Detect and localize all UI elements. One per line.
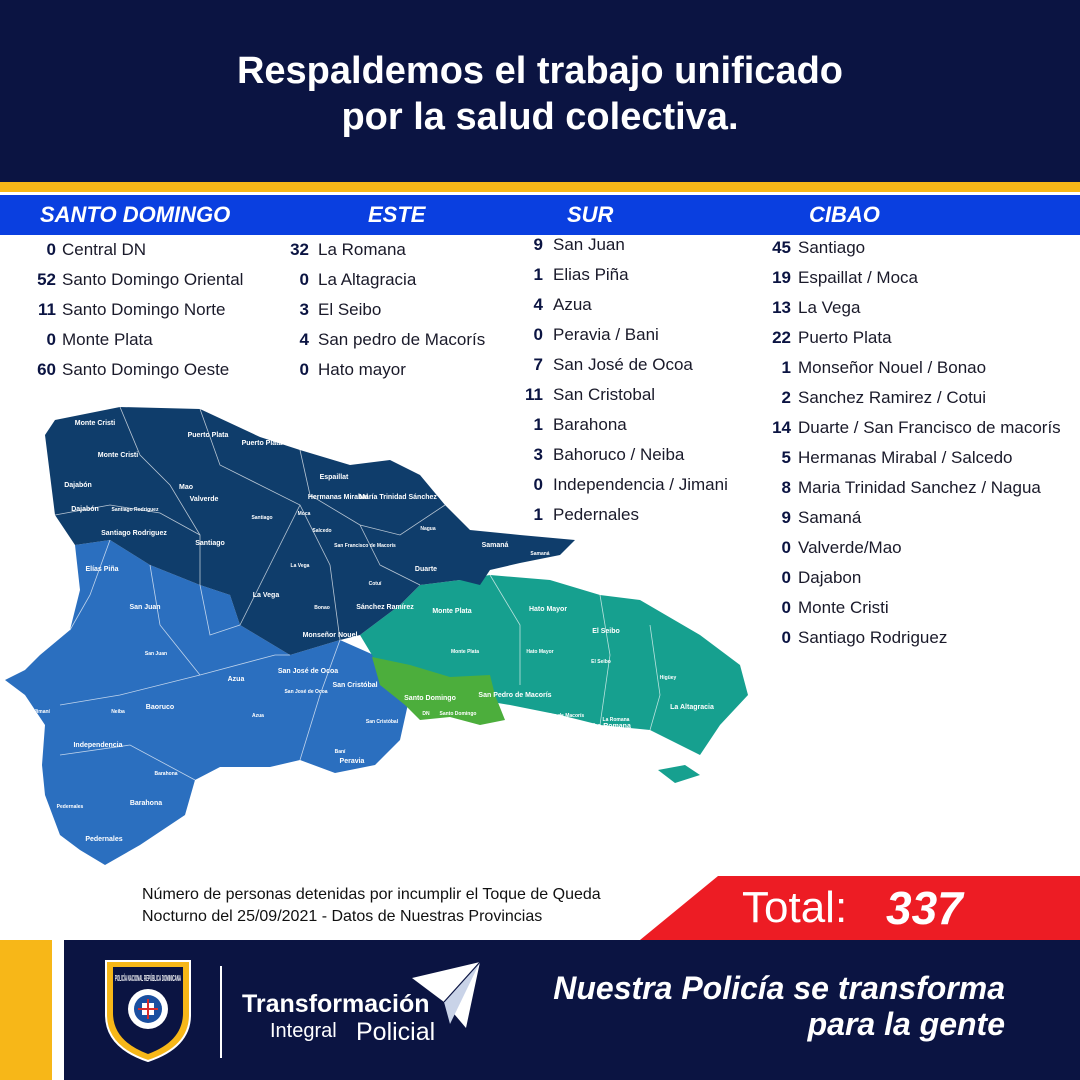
map-label-san-jose-de-ocoa-city: San José de Ocoa <box>284 689 328 695</box>
province-name: Monseñor Nouel / Bonao <box>798 358 987 377</box>
count: 0 <box>781 628 791 647</box>
list-item <box>760 503 1080 533</box>
map-label-san-francisco: San Francisco de Macorís <box>334 543 396 549</box>
province-name: Peravia / Bani <box>553 325 659 344</box>
map-label-valverde: Valverde <box>189 496 219 503</box>
count: 8 <box>781 478 791 497</box>
province-name: Espaillat / Moca <box>798 268 918 287</box>
map-label-peravia: Peravia <box>339 758 365 765</box>
list-item <box>0 295 270 325</box>
map-label-sabaneta: Santiago Rodriguez <box>111 507 159 513</box>
list-item <box>0 355 270 385</box>
map-label-san-juan: San Juan <box>129 604 161 611</box>
province-name: Santo Domingo Norte <box>62 300 226 319</box>
province-name: Azua <box>553 295 592 314</box>
list-item <box>760 593 1080 623</box>
paper-plane-icon <box>410 958 482 1032</box>
province-name: Santo Domingo Oeste <box>62 360 230 379</box>
province-name: San José de Ocoa <box>553 355 693 374</box>
map-label-higuey: Higüey <box>659 675 677 681</box>
count: 2 <box>781 388 791 407</box>
map-label-sanchez-ramirez: Sánchez Ramírez <box>356 604 414 611</box>
map-label-santo-domingo: Santo Domingo <box>404 695 456 702</box>
count: 4 <box>533 295 543 314</box>
list-item <box>500 260 760 290</box>
total-value: 337 <box>886 882 963 934</box>
list-item <box>270 235 520 265</box>
caption <box>142 884 682 928</box>
count: 0 <box>533 325 543 344</box>
slogan-line-1: Nuestra Policía se transforma <box>553 970 1005 1006</box>
map-label-comendador: Comendador <box>20 617 52 623</box>
este-list <box>270 235 520 385</box>
map-label-bani: Baní <box>334 749 346 755</box>
map-label-dajabon-small: Dajabón <box>64 482 92 489</box>
map-label-baoruco: Baoruco <box>145 704 175 711</box>
list-item <box>760 533 1080 563</box>
list-item <box>760 563 1080 593</box>
map-label-monte-plata: Monte Plata <box>432 608 472 615</box>
count: 4 <box>299 330 309 349</box>
brand-line-2a: Integral <box>270 1020 337 1042</box>
region-title-cibao: CIBAO <box>809 202 880 227</box>
count: 0 <box>781 538 791 557</box>
count: 13 <box>772 298 791 317</box>
map-label-la-romana: La Romana <box>593 723 631 730</box>
province-name: Puerto Plata <box>798 328 892 347</box>
list-item <box>760 443 1080 473</box>
map-label-elias-pina: Elías Piña <box>85 566 119 573</box>
map-label-santiago: Santiago <box>195 540 225 547</box>
map-label-santiago-rodriguez: Santiago Rodriguez <box>101 530 167 537</box>
map-label-san-cristobal: San Cristóbal <box>332 682 378 689</box>
map-label-samana-city: Samaná <box>530 551 550 557</box>
map-label-azua: Azua <box>227 676 245 683</box>
province-name: Hermanas Mirabal / Salcedo <box>798 448 1013 467</box>
regions-bar <box>0 195 1080 235</box>
count: 60 <box>37 360 56 379</box>
map-label-san-pedro-city: San Pedro de Macorís <box>531 713 585 719</box>
list-item <box>760 623 1080 653</box>
map-label-san-pedro: San Pedro de Macorís <box>478 692 552 699</box>
map-label-san-jose-de-ocoa: San José de Ocoa <box>277 668 339 675</box>
count: 1 <box>533 265 543 284</box>
map-label-azua-city: Azua <box>252 713 264 719</box>
map-label-espaillat: Espaillat <box>319 474 349 481</box>
police-badge-logo <box>98 955 198 1065</box>
slogan-line-2: para la gente <box>807 1006 1005 1042</box>
caption-line-2: Nocturno del 25/09/2021 - Datos de Nuestras Provincias <box>142 908 543 925</box>
caption-line-1: Número de personas detenidas por incumplir el Toque de Queda <box>142 886 601 903</box>
list-item <box>270 325 520 355</box>
region-title-este: ESTE <box>368 202 426 227</box>
list-item <box>760 263 1080 293</box>
headline-line-2: por la salud colectiva. <box>341 96 739 138</box>
count: 22 <box>772 328 791 347</box>
headline-line-1: Respaldemos el trabajo unificado <box>236 50 844 92</box>
region-title-sur: SUR <box>567 202 614 227</box>
map-label-hermanas-mirabal: Hermanas Mirabal <box>307 494 369 501</box>
province-name: Valverde/Mao <box>798 538 902 557</box>
region-title-santo-domingo: SANTO DOMINGO <box>40 202 231 227</box>
province-name: San Juan <box>553 235 625 254</box>
count: 7 <box>533 355 543 374</box>
map-label-el-seibo: El Seibo <box>592 628 620 635</box>
map-label-puerto-plata-city: Puerto Plata <box>241 440 283 447</box>
province-name: Hato mayor <box>318 360 406 379</box>
map-label-maria-trinidad-sanchez: María Trinidad Sánchez <box>359 494 437 501</box>
count: 0 <box>299 270 309 289</box>
province-name: La Vega <box>798 298 861 317</box>
list-item <box>760 383 1080 413</box>
map-label-la-altagracia: La Altagracia <box>670 704 714 711</box>
province-name: Santiago Rodriguez <box>798 628 948 647</box>
count: 1 <box>533 505 543 524</box>
list-item <box>500 290 760 320</box>
map-label-independencia: Independencia <box>73 742 123 749</box>
province-name: Dajabon <box>798 568 862 587</box>
header-banner <box>0 0 1080 182</box>
map-label-barahona: Barahona <box>129 800 163 807</box>
map-label-san-cristobal-city: San Cristóbal <box>365 719 399 725</box>
map-label-pedernales-city: Pedernales <box>56 804 84 810</box>
count: 11 <box>525 385 543 404</box>
list-item <box>500 350 760 380</box>
map-label-monte-plata-city: Monte Plata <box>450 649 480 655</box>
map-label-mao: Mao <box>179 484 193 491</box>
map-label-samana: Samaná <box>481 542 509 549</box>
map-label-la-romana-city: La Romana <box>602 717 630 723</box>
count: 1 <box>781 358 791 377</box>
province-name: Bahoruco / Neiba <box>553 445 685 464</box>
map-label-santo-domingo-city: Santo Domingo <box>439 711 477 717</box>
map-label-nagua: Nagua <box>420 526 436 532</box>
list-item <box>270 265 520 295</box>
province-name: Sanchez Ramirez / Cotui <box>798 388 987 407</box>
province-name: La Romana <box>318 240 406 259</box>
count: 19 <box>772 268 791 287</box>
count: 3 <box>533 445 543 464</box>
slogan <box>553 970 1005 1042</box>
count: 32 <box>290 240 309 259</box>
list-item <box>760 473 1080 503</box>
province-name: La Altagracia <box>318 270 417 289</box>
province-name: Pedernales <box>553 505 640 524</box>
list-item <box>760 233 1080 263</box>
province-name: Duarte / San Francisco de macorís <box>798 418 1061 437</box>
santo-domingo-list <box>0 235 270 385</box>
list-item <box>500 230 760 260</box>
yellow-stripe <box>0 182 1080 192</box>
map-island-saona <box>658 765 700 783</box>
list-item <box>0 235 270 265</box>
map-label-puerto-plata: Puerto Plata <box>187 432 229 439</box>
cibao-list <box>760 233 1080 653</box>
count: 45 <box>772 238 791 257</box>
map-label-santiago-city: Santiago <box>251 515 273 521</box>
count: 14 <box>772 418 791 437</box>
province-name: Elias Piña <box>553 265 629 284</box>
list-item <box>760 293 1080 323</box>
list-item <box>500 320 760 350</box>
count: 3 <box>299 300 309 319</box>
map-label-la-vega-city: La Vega <box>290 563 310 569</box>
list-item <box>270 295 520 325</box>
map-label-barahona-city: Barahona <box>154 771 178 777</box>
dominican-republic-map <box>0 395 760 875</box>
footer-yellow-bar <box>0 940 52 1080</box>
map-label-cotui: Cotuí <box>368 581 382 587</box>
map-label-bonao: Bonao <box>314 605 330 611</box>
count: 0 <box>299 360 309 379</box>
count: 0 <box>46 330 56 349</box>
list-item <box>0 265 270 295</box>
province-name: Maria Trinidad Sanchez / Nagua <box>798 478 1041 497</box>
total-banner <box>640 876 1080 940</box>
list-item <box>0 325 270 355</box>
count: 0 <box>533 475 543 494</box>
total-label: Total: <box>742 883 848 932</box>
map-label-dajabon: Dajabón <box>71 506 99 513</box>
province-name: Monte Cristi <box>798 598 889 617</box>
list-item <box>270 355 520 385</box>
province-name: Samaná <box>798 508 862 527</box>
map-label-el-seibo-city: El Seibo <box>591 659 611 665</box>
map-label-pedernales: Pedernales <box>85 836 123 843</box>
count: 0 <box>781 598 791 617</box>
count: 9 <box>781 508 791 527</box>
map-label-monsenor-nouel: Monseñor Nouel <box>302 632 358 639</box>
footer-divider <box>220 966 222 1058</box>
province-name: Barahona <box>553 415 627 434</box>
map-label-salcedo: Salcedo <box>312 528 332 534</box>
province-name: Santiago <box>798 238 866 257</box>
brand-line-2b: Policial <box>356 1018 436 1046</box>
map-label-hato-mayor-city: Hato Mayor <box>526 649 554 655</box>
map-label-hato-mayor: Hato Mayor <box>528 606 568 613</box>
province-name: Central DN <box>62 240 147 259</box>
province-name: Independencia / Jimani <box>553 475 728 494</box>
map-label-neiba: Neiba <box>111 709 125 715</box>
list-item <box>760 413 1080 443</box>
list-item <box>760 323 1080 353</box>
map-label-monte-cristi: Monte Cristi <box>97 452 139 459</box>
count: 5 <box>781 448 791 467</box>
map-region-este <box>360 575 748 755</box>
province-name: San Cristobal <box>553 385 656 404</box>
count: 0 <box>781 568 791 587</box>
map-label-la-vega: La Vega <box>252 592 280 599</box>
count: 1 <box>533 415 543 434</box>
province-name: El Seibo <box>318 300 382 319</box>
map-label-moca: Moca <box>297 511 311 517</box>
count: 0 <box>46 240 56 259</box>
province-name: Monte Plata <box>62 330 153 349</box>
map-label-san-juan-city: San Juan <box>144 651 168 657</box>
province-name: San pedro de Macorís <box>318 330 486 349</box>
province-name: Santo Domingo Oriental <box>62 270 244 289</box>
map-label-duarte: Duarte <box>414 566 438 573</box>
count: 11 <box>38 300 56 319</box>
list-item <box>760 353 1080 383</box>
count: 9 <box>533 235 543 254</box>
badge-text: POLICÍA NACIONAL REPÚBLICA DOMINICANA <box>115 974 182 983</box>
map-label-dn: DN <box>422 711 430 717</box>
map-label-jimani: Jimaní <box>34 709 50 715</box>
footer-white-gap <box>52 940 64 1080</box>
brand-line-1: Transformación <box>242 990 430 1018</box>
count: 52 <box>37 270 56 289</box>
map-label-monte-cristi-small: Monte Cristi <box>74 420 116 427</box>
